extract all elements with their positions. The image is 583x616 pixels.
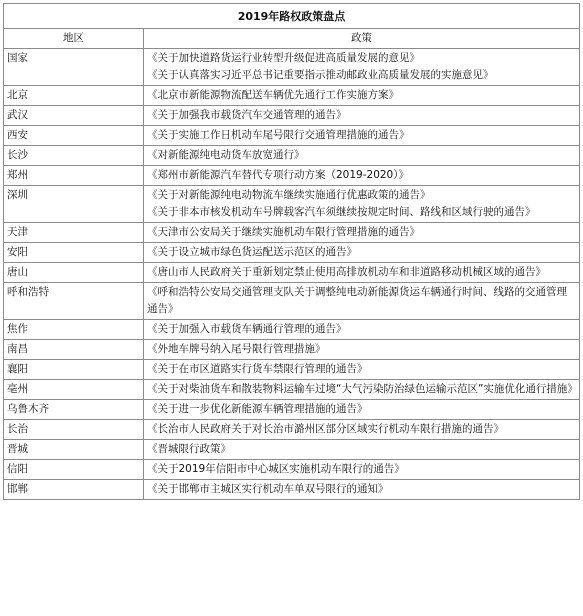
region-cell: 深圳 xyxy=(4,186,144,223)
table-row xyxy=(4,223,580,243)
region-cell: 长沙 xyxy=(4,146,144,166)
policy-text: 《关于非本市核发机动车号牌载客汽车须继续按规定时间、路线和区域行驶的通告》 xyxy=(147,206,536,218)
region-cell: 唐山 xyxy=(4,263,144,283)
policy-text: 《关于邯郸市主城区实行机动车单双号限行的通知》 xyxy=(147,483,389,495)
table-row xyxy=(4,49,580,86)
region-cell: 呼和浩特 xyxy=(4,283,144,320)
table-row xyxy=(4,126,580,146)
policy-cell xyxy=(144,480,580,500)
policy-text: 《关于加强我市载货汽车交通管理的通告》 xyxy=(147,109,347,121)
header-policy: 政策 xyxy=(144,29,580,49)
policy-cell xyxy=(144,320,580,340)
policy-text: 《关于在市区道路实行货车禁限行管理的通告》 xyxy=(147,363,368,375)
policy-cell xyxy=(144,86,580,106)
policy-cell xyxy=(144,166,580,186)
region-cell: 乌鲁木齐 xyxy=(4,400,144,420)
table-row xyxy=(4,380,580,400)
policy-cell xyxy=(144,380,580,400)
policy-cell xyxy=(144,146,580,166)
policy-text: 《关于加强入市载货车辆通行管理的通告》 xyxy=(147,323,347,335)
region-cell: 信阳 xyxy=(4,460,144,480)
table-body xyxy=(4,49,580,500)
policy-text: 《关于设立城市绿色货运配送示范区的通告》 xyxy=(147,246,357,258)
table-row xyxy=(4,400,580,420)
region-cell: 晋城 xyxy=(4,440,144,460)
policy-cell xyxy=(144,126,580,146)
policy-table xyxy=(3,3,580,500)
table-row xyxy=(4,420,580,440)
policy-text: 《关于进一步优化新能源车辆管理措施的通告》 xyxy=(147,403,368,415)
region-cell: 武汉 xyxy=(4,106,144,126)
region-cell: 北京 xyxy=(4,86,144,106)
policy-cell xyxy=(144,340,580,360)
region-cell: 安阳 xyxy=(4,243,144,263)
policy-cell xyxy=(144,49,580,86)
region-cell: 南昌 xyxy=(4,340,144,360)
policy-text: 《唐山市人民政府关于重新划定禁止使用高排放机动车和非道路移动机械区域的通告》 xyxy=(147,266,546,278)
table-row xyxy=(4,243,580,263)
policy-text: 《郑州市新能源汽车替代专项行动方案（2019-2020）》 xyxy=(147,169,409,181)
table-row xyxy=(4,86,580,106)
region-cell: 长治 xyxy=(4,420,144,440)
region-cell: 襄阳 xyxy=(4,360,144,380)
table-row xyxy=(4,263,580,283)
region-cell: 邯郸 xyxy=(4,480,144,500)
policy-text: 《关于对柴油货车和散装物料运输车过境“大气污染防治绿色运输示范区”实施优化通行措施》 xyxy=(147,383,578,395)
header-row xyxy=(4,29,580,49)
policy-cell xyxy=(144,440,580,460)
header-region: 地区 xyxy=(4,29,144,49)
region-cell: 天津 xyxy=(4,223,144,243)
policy-cell xyxy=(144,283,580,320)
region-cell: 亳州 xyxy=(4,380,144,400)
policy-cell xyxy=(144,400,580,420)
policy-text: 《天津市公安局关于继续实施机动车限行管理措施的通告》 xyxy=(147,226,420,238)
table-row xyxy=(4,440,580,460)
policy-cell xyxy=(144,223,580,243)
policy-cell xyxy=(144,263,580,283)
policy-text: 《对新能源纯电动货车放宽通行》 xyxy=(147,149,305,161)
policy-text: 《关于对新能源纯电动物流车继续实施通行优惠政策的通告》 xyxy=(147,189,431,201)
table-row xyxy=(4,460,580,480)
region-cell: 西安 xyxy=(4,126,144,146)
title-row xyxy=(4,4,580,29)
policy-cell xyxy=(144,420,580,440)
policy-cell xyxy=(144,186,580,223)
policy-cell xyxy=(144,106,580,126)
table-row xyxy=(4,106,580,126)
policy-cell xyxy=(144,360,580,380)
table-row xyxy=(4,283,580,320)
region-cell: 国家 xyxy=(4,49,144,86)
policy-cell xyxy=(144,243,580,263)
region-cell: 郑州 xyxy=(4,166,144,186)
policy-text: 《关于加快道路货运行业转型升级促进高质量发展的意见》 xyxy=(147,52,420,64)
policy-text: 《呼和浩特公安局交通管理支队关于调整纯电动新能源货运车辆通行时间、线路的交通管理通告》 xyxy=(147,286,567,315)
table-row xyxy=(4,480,580,500)
policy-text: 《外地车牌号纳入尾号限行管理措施》 xyxy=(147,343,326,355)
table-row xyxy=(4,166,580,186)
policy-text: 《关于实施工作日机动车尾号限行交通管理措施的通告》 xyxy=(147,129,410,141)
policy-text: 《关于2019年信阳市中心城区实施机动车限行的通告》 xyxy=(147,463,405,475)
policy-text: 《长治市人民政府关于对长治市潞州区部分区域实行机动车限行措施的通告》 xyxy=(147,423,504,435)
policy-text: 《关于认真落实习近平总书记重要指示推动邮政业高质量发展的实施意见》 xyxy=(147,69,494,81)
region-cell: 焦作 xyxy=(4,320,144,340)
table-title: 2019年路权政策盘点 xyxy=(4,4,580,29)
table-row xyxy=(4,340,580,360)
table-row xyxy=(4,146,580,166)
table-row xyxy=(4,360,580,380)
policy-cell xyxy=(144,460,580,480)
policy-text: 《北京市新能源物流配送车辆优先通行工作实施方案》 xyxy=(147,89,399,101)
table-row xyxy=(4,320,580,340)
policy-text: 《晋城限行政策》 xyxy=(147,443,231,455)
table-row xyxy=(4,186,580,223)
